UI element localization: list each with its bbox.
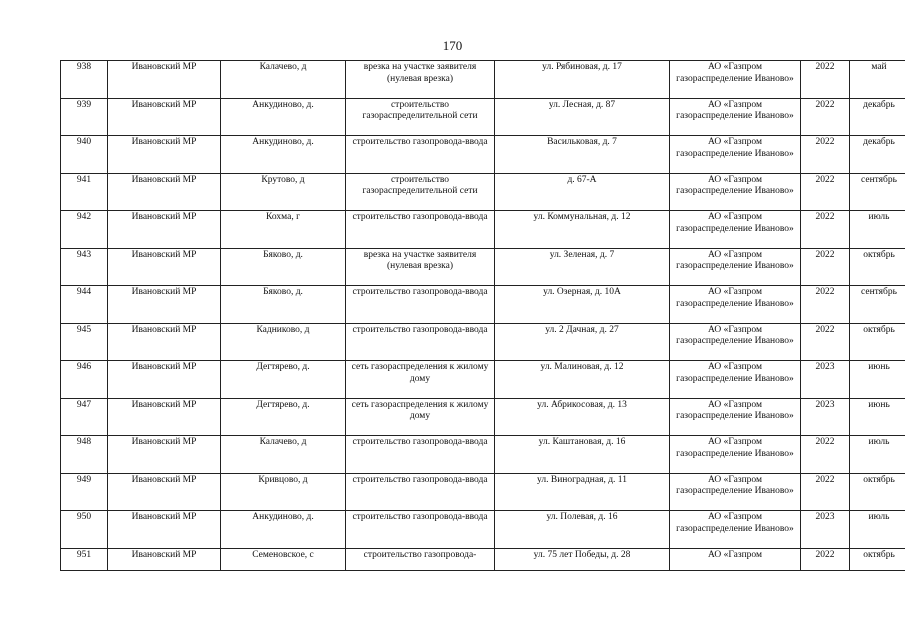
- address-cell: ул. 75 лет Победы, д. 28: [495, 548, 670, 570]
- year-cell: 2022: [801, 61, 850, 99]
- page-number: 170: [442, 38, 463, 53]
- row-number-cell: 951: [61, 548, 108, 570]
- month-cell: декабрь: [850, 136, 905, 174]
- district-cell: Ивановский МР: [108, 61, 221, 99]
- district-cell: Ивановский МР: [108, 511, 221, 549]
- locality-cell: Кохма, г: [221, 211, 346, 249]
- month-cell: июль: [850, 511, 905, 549]
- address-cell: ул. Озерная, д. 10А: [495, 286, 670, 324]
- locality-cell: Анкудиново, д.: [221, 511, 346, 549]
- row-number-cell: 940: [61, 136, 108, 174]
- month-cell: июнь: [850, 361, 905, 399]
- table-row: [61, 211, 905, 249]
- month-cell: октябрь: [850, 248, 905, 286]
- organization-cell: АО «Газпром газораспределение Иваново»: [670, 323, 801, 361]
- address-cell: ул. 2 Дачная, д. 27: [495, 323, 670, 361]
- work-type-cell: строительство газопровода-ввода: [346, 136, 495, 174]
- year-cell: 2022: [801, 473, 850, 511]
- locality-cell: Кривцово, д: [221, 473, 346, 511]
- table-body: [61, 61, 905, 571]
- locality-cell: Дегтярево, д.: [221, 398, 346, 436]
- district-cell: Ивановский МР: [108, 548, 221, 570]
- year-cell: 2022: [801, 286, 850, 324]
- district-cell: Ивановский МР: [108, 211, 221, 249]
- work-type-cell: врезка на участке заявителя (нулевая врезка): [346, 61, 495, 99]
- year-cell: 2022: [801, 98, 850, 136]
- table-row: [61, 436, 905, 474]
- district-cell: Ивановский МР: [108, 361, 221, 399]
- locality-cell: Семеновское, с: [221, 548, 346, 570]
- organization-cell: АО «Газпром газораспределение Иваново»: [670, 511, 801, 549]
- address-cell: Васильковая, д. 7: [495, 136, 670, 174]
- district-cell: Ивановский МР: [108, 398, 221, 436]
- organization-cell: АО «Газпром газораспределение Иваново»: [670, 436, 801, 474]
- address-cell: ул. Малиновая, д. 12: [495, 361, 670, 399]
- month-cell: май: [850, 61, 905, 99]
- table-row: [61, 473, 905, 511]
- row-number-cell: 941: [61, 173, 108, 211]
- organization-cell: АО «Газпром газораспределение Иваново»: [670, 173, 801, 211]
- row-number-cell: 939: [61, 98, 108, 136]
- month-cell: сентябрь: [850, 286, 905, 324]
- organization-cell: АО «Газпром газораспределение Иваново»: [670, 473, 801, 511]
- row-number-cell: 949: [61, 473, 108, 511]
- year-cell: 2022: [801, 173, 850, 211]
- organization-cell: АО «Газпром газораспределение Иваново»: [670, 61, 801, 99]
- organization-cell: АО «Газпром газораспределение Иваново»: [670, 211, 801, 249]
- table-row: [61, 173, 905, 211]
- year-cell: 2022: [801, 211, 850, 249]
- row-number-cell: 946: [61, 361, 108, 399]
- district-cell: Ивановский МР: [108, 173, 221, 211]
- year-cell: 2023: [801, 361, 850, 399]
- row-number-cell: 947: [61, 398, 108, 436]
- table-row: [61, 98, 905, 136]
- address-cell: ул. Коммунальная, д. 12: [495, 211, 670, 249]
- row-number-cell: 942: [61, 211, 108, 249]
- organization-cell: АО «Газпром газораспределение Иваново»: [670, 248, 801, 286]
- year-cell: 2023: [801, 511, 850, 549]
- row-number-cell: 938: [61, 61, 108, 99]
- row-number-cell: 945: [61, 323, 108, 361]
- table-row: [61, 548, 905, 570]
- row-number-cell: 943: [61, 248, 108, 286]
- locality-cell: Бяково, д.: [221, 248, 346, 286]
- locality-cell: Калачево, д: [221, 61, 346, 99]
- locality-cell: Крутово, д: [221, 173, 346, 211]
- work-type-cell: строительство газопровода-ввода: [346, 436, 495, 474]
- address-cell: ул. Полевая, д. 16: [495, 511, 670, 549]
- gasification-table: [60, 60, 905, 571]
- organization-cell: АО «Газпром газораспределение Иваново»: [670, 398, 801, 436]
- work-type-cell: строительство газопровода-ввода: [346, 511, 495, 549]
- month-cell: июнь: [850, 398, 905, 436]
- locality-cell: Анкудиново, д.: [221, 98, 346, 136]
- district-cell: Ивановский МР: [108, 136, 221, 174]
- month-cell: сентябрь: [850, 173, 905, 211]
- work-type-cell: строительство газораспределительной сети: [346, 173, 495, 211]
- organization-cell: АО «Газпром газораспределение Иваново»: [670, 136, 801, 174]
- month-cell: июль: [850, 436, 905, 474]
- address-cell: ул. Лесная, д. 87: [495, 98, 670, 136]
- work-type-cell: строительство газопровода-: [346, 548, 495, 570]
- district-cell: Ивановский МР: [108, 98, 221, 136]
- table-row: [61, 248, 905, 286]
- year-cell: 2023: [801, 398, 850, 436]
- address-cell: ул. Виноградная, д. 11: [495, 473, 670, 511]
- table-row: [61, 398, 905, 436]
- district-cell: Ивановский МР: [108, 248, 221, 286]
- work-type-cell: строительство газопровода-ввода: [346, 473, 495, 511]
- row-number-cell: 950: [61, 511, 108, 549]
- address-cell: д. 67-А: [495, 173, 670, 211]
- table-row: [61, 286, 905, 324]
- table-row: [61, 511, 905, 549]
- month-cell: декабрь: [850, 98, 905, 136]
- table-row: [61, 323, 905, 361]
- month-cell: октябрь: [850, 473, 905, 511]
- locality-cell: Дегтярево, д.: [221, 361, 346, 399]
- work-type-cell: сеть газораспределения к жилому дому: [346, 361, 495, 399]
- locality-cell: Калачево, д: [221, 436, 346, 474]
- work-type-cell: врезка на участке заявителя (нулевая врезка): [346, 248, 495, 286]
- address-cell: ул. Каштановая, д. 16: [495, 436, 670, 474]
- row-number-cell: 948: [61, 436, 108, 474]
- work-type-cell: строительство газопровода-ввода: [346, 323, 495, 361]
- address-cell: ул. Зеленая, д. 7: [495, 248, 670, 286]
- address-cell: ул. Рябиновая, д. 17: [495, 61, 670, 99]
- organization-cell: АО «Газпром газораспределение Иваново»: [670, 286, 801, 324]
- locality-cell: Анкудиново, д.: [221, 136, 346, 174]
- organization-cell: АО «Газпром газораспределение Иваново»: [670, 361, 801, 399]
- district-cell: Ивановский МР: [108, 473, 221, 511]
- district-cell: Ивановский МР: [108, 323, 221, 361]
- work-type-cell: сеть газораспределения к жилому дому: [346, 398, 495, 436]
- year-cell: 2022: [801, 136, 850, 174]
- organization-cell: АО «Газпром газораспределение Иваново»: [670, 98, 801, 136]
- month-cell: октябрь: [850, 323, 905, 361]
- work-type-cell: строительство газопровода-ввода: [346, 211, 495, 249]
- year-cell: 2022: [801, 248, 850, 286]
- table-row: [61, 361, 905, 399]
- locality-cell: Кадниково, д: [221, 323, 346, 361]
- row-number-cell: 944: [61, 286, 108, 324]
- year-cell: 2022: [801, 436, 850, 474]
- district-cell: Ивановский МР: [108, 436, 221, 474]
- district-cell: Ивановский МР: [108, 286, 221, 324]
- month-cell: октябрь: [850, 548, 905, 570]
- month-cell: июль: [850, 211, 905, 249]
- work-type-cell: строительство газораспределительной сети: [346, 98, 495, 136]
- locality-cell: Бяково, д.: [221, 286, 346, 324]
- year-cell: 2022: [801, 323, 850, 361]
- table-row: [61, 61, 905, 99]
- table-row: [61, 136, 905, 174]
- work-type-cell: строительство газопровода-ввода: [346, 286, 495, 324]
- year-cell: 2022: [801, 548, 850, 570]
- organization-cell: АО «Газпром: [670, 548, 801, 570]
- address-cell: ул. Абрикосовая, д. 13: [495, 398, 670, 436]
